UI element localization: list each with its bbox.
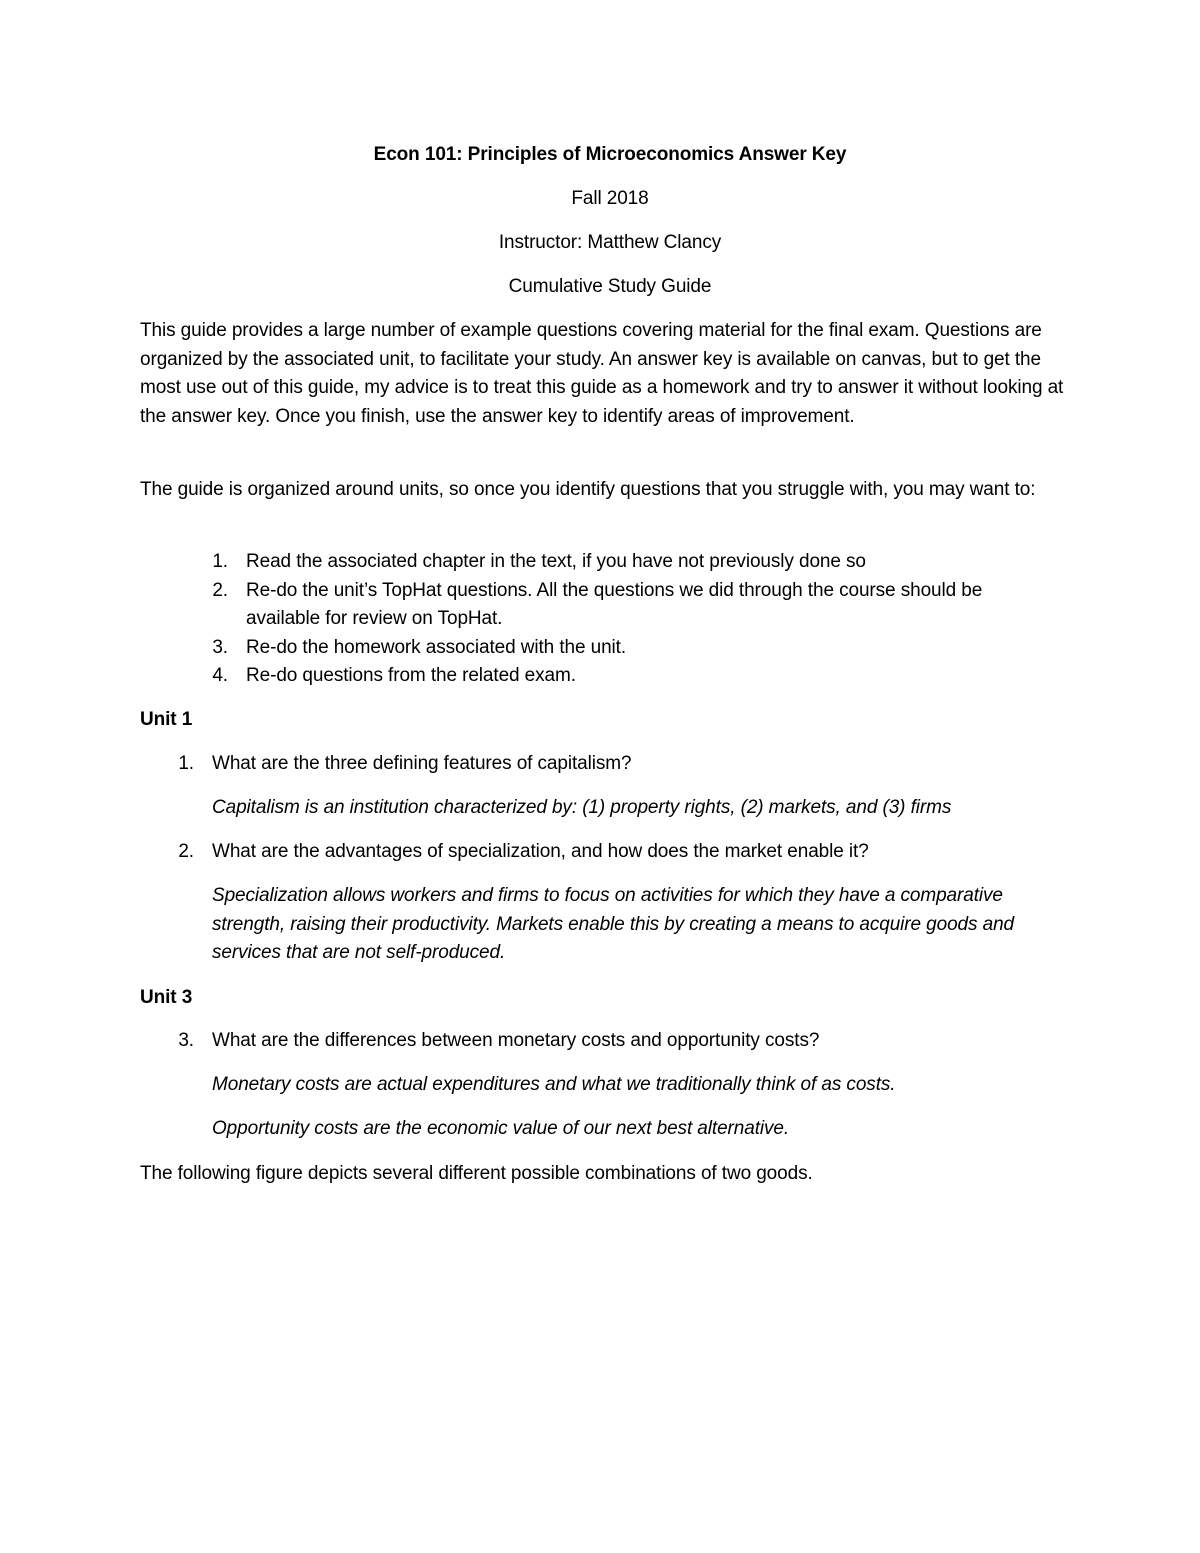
list-item-text: Re-do questions from the related exam. [246, 665, 576, 686]
question-number: 1. [178, 753, 194, 774]
list-item-number: 3. [212, 637, 228, 658]
answer-text: Specialization allows workers and firms to focus on activities for which they have a comparative strength, raising their productivity. Markets enable this by creating a means to acquire goods and services that are not self-produced. [212, 885, 1015, 963]
list-item-text: Re-do the homework associated with the unit. [246, 637, 627, 658]
question-number: 3. [178, 1030, 194, 1051]
answer-text: Capitalism is an institution characterized by: (1) property rights, (2) markets, and (3) firms [212, 797, 952, 818]
question-text: What are the differences between monetary costs and opportunity costs? [212, 1030, 820, 1051]
units-paragraph: The guide is organized around units, so once you identify questions that you struggle with, you may want to: [140, 479, 1036, 500]
instructor-label: Instructor: Matthew Clancy [498, 232, 722, 253]
list-item-text: Re-do the unit’s TopHat questions. All the questions we did through the course should be [246, 580, 983, 601]
question-number: 2. [178, 841, 194, 862]
document-title: Econ 101: Principles of Microeconomics Answer Key [373, 144, 847, 165]
answer-text: Opportunity costs are the economic value of our next best alternative. [212, 1118, 790, 1139]
intro-paragraph: This guide provides a large number of example questions covering material for the final exam. Questions are organized by the associated unit, to facilitate your study. An answer key is available on canvas, but to get the most use out of this guide, my advice is to treat this guide as a homework and try to answer it without looking at the answer key. Once you finish, use the answer key to identify areas of improvement. [140, 320, 1064, 427]
question-text: What are the advantages of specialization, and how does the market enable it? [212, 841, 869, 862]
list-item-number: 1. [212, 551, 228, 572]
question-text: What are the three defining features of capitalism? [212, 753, 632, 774]
term-label: Fall 2018 [571, 188, 649, 209]
unit-3-heading: Unit 3 [140, 987, 193, 1008]
list-item-number: 2. [212, 580, 228, 601]
guide-subtitle: Cumulative Study Guide [508, 276, 712, 297]
list-item-number: 4. [212, 665, 228, 686]
list-item-text: available for review on TopHat. [246, 608, 503, 629]
unit-1-heading: Unit 1 [140, 709, 193, 730]
list-item-text: Read the associated chapter in the text, if you have not previously done so [246, 551, 866, 572]
answer-text: Monetary costs are actual expenditures and what we traditionally think of as costs. [212, 1074, 896, 1095]
closing-paragraph: The following figure depicts several different possible combinations of two goods. [140, 1163, 813, 1184]
